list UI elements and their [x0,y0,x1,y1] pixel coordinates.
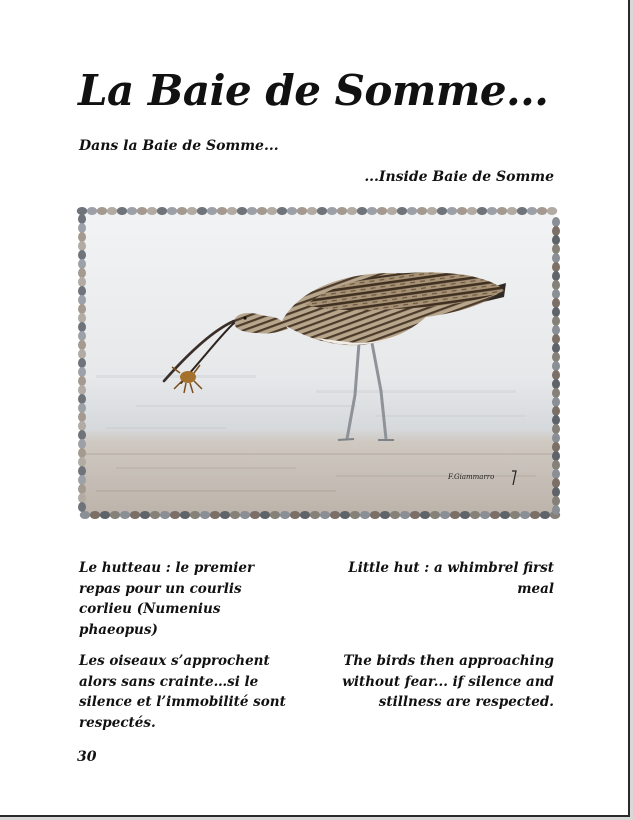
subtitle-english: ...Inside Baie de Somme [364,169,554,185]
pebble [552,217,560,227]
pebble [120,511,130,519]
pebble [440,511,450,519]
pebble [217,207,227,215]
pebble [247,207,257,215]
pebble [507,207,517,215]
pebble [552,388,560,398]
pebble [78,448,86,458]
pebble [552,235,560,245]
pebble [552,343,560,353]
pebble [490,511,500,519]
pebble [78,304,86,314]
pebble [552,379,560,389]
pebble [197,207,207,215]
caption-english-1: Little hut : a whimbrel first meal [348,560,554,597]
pebble [187,207,197,215]
pebble [417,207,427,215]
pebble [367,207,377,215]
pebble [78,241,86,251]
pebble [78,493,86,503]
pebble [78,322,86,332]
pebble [340,511,350,519]
pebble [552,253,560,263]
pebble [87,207,97,215]
subtitle-french: Dans la Baie de Somme... [79,138,279,154]
pebble [437,207,447,215]
pebble [157,207,167,215]
pebble [78,286,86,296]
pebble [78,358,86,368]
pebble [78,430,86,440]
pebble [207,207,217,215]
pebble [410,511,420,519]
caption-english-2: The birds then approaching without fear... if silence and stillness are respected. [342,653,554,710]
pebble [230,511,240,519]
pebble [552,442,560,452]
pebble [78,484,86,494]
photo-svg [76,205,562,521]
pebble [552,325,560,335]
pebble [552,451,560,461]
pebble [78,412,86,422]
pebble [360,511,370,519]
pebble [460,511,470,519]
pebble [327,207,337,215]
pebble [450,511,460,519]
pebble [397,207,407,215]
pebble [180,511,190,519]
pebble [150,511,160,519]
pebble [78,394,86,404]
pebble [78,232,86,242]
pebble [537,207,547,215]
pebble [552,505,560,515]
caption-french-1: Le hutteau : le premier repas pour un courlis corlieu (Numenius phaeopus) [79,560,255,638]
pebble [547,207,557,215]
pebble [78,295,86,305]
pebble [552,226,560,236]
pebble [552,370,560,380]
pebble [320,511,330,519]
pebble [310,511,320,519]
pebble [177,207,187,215]
pebble [90,511,100,519]
pebble [78,475,86,485]
pebble [78,439,86,449]
pebble [97,207,107,215]
pebble [347,207,357,215]
pebble [552,352,560,362]
pebble [552,280,560,290]
pebble [140,511,150,519]
pebble [277,207,287,215]
pebble [552,397,560,407]
pebble [337,207,347,215]
pebble [390,511,400,519]
pebble [480,511,490,519]
pebble [447,207,457,215]
pebble [552,298,560,308]
pebble [407,207,417,215]
pebble [380,511,390,519]
pebble [290,511,300,519]
pebble [190,511,200,519]
pebble [517,207,527,215]
pebble [487,207,497,215]
pebble [467,207,477,215]
pebble [357,207,367,215]
photographer-signature: F.Giammarro [448,473,495,481]
pebble [167,207,177,215]
pebble [552,271,560,281]
pebble [117,207,127,215]
pebble [170,511,180,519]
pebble [280,511,290,519]
pebble [300,511,310,519]
pebble [552,262,560,272]
pebble [78,331,86,341]
pebble [78,502,86,512]
pebble [552,433,560,443]
pebble [78,367,86,377]
pebble [317,207,327,215]
pebble [240,511,250,519]
pebble [107,207,117,215]
pebble [77,207,87,215]
pebble [137,207,147,215]
pebble [78,421,86,431]
pebble [552,415,560,425]
pebble [552,244,560,254]
pebble [78,403,86,413]
pebble [78,250,86,260]
pebble [470,511,480,519]
pebble [510,511,520,519]
pebble [552,361,560,371]
pebble [78,466,86,476]
pebble [552,316,560,326]
pebble [237,207,247,215]
pebble [477,207,487,215]
page-title: La Baie de Somme... [78,66,549,115]
pebble [552,496,560,506]
pebble [80,511,90,519]
pebble [552,424,560,434]
pebble [78,313,86,323]
pebble [530,511,540,519]
pebble [350,511,360,519]
pebble [78,259,86,269]
pebble [260,511,270,519]
pebble [552,469,560,479]
pebble [330,511,340,519]
pebble [520,511,530,519]
pebble [497,207,507,215]
pebble [110,511,120,519]
pebble [220,511,230,519]
pebble [552,307,560,317]
pebble [457,207,467,215]
pebble [200,511,210,519]
pebble [78,340,86,350]
pebble [267,207,277,215]
pebble [297,207,307,215]
pebble [540,511,550,519]
pebble [78,349,86,359]
pebble [552,289,560,299]
pebble [78,214,86,224]
pebble [430,511,440,519]
pebble [500,511,510,519]
pebble [78,457,86,467]
pebble [78,268,86,278]
pebble [78,385,86,395]
pebble [427,207,437,215]
pebble [552,460,560,470]
pebble [552,406,560,416]
pebble [257,207,267,215]
curlew-photo [76,205,562,521]
pebble [78,376,86,386]
pebble [210,511,220,519]
pebble [250,511,260,519]
pebble [127,207,137,215]
pebble [78,223,86,233]
page-number: 30 [77,749,97,765]
pebble [160,511,170,519]
pebble [287,207,297,215]
pebble [377,207,387,215]
pebble [420,511,430,519]
pebble [370,511,380,519]
pebble [552,487,560,497]
pebble [227,207,237,215]
pebble [270,511,280,519]
pebble [78,277,86,287]
pebble [527,207,537,215]
pebble [387,207,397,215]
pebble [130,511,140,519]
pebble [552,334,560,344]
caption-french-2: Les oiseaux s’approchent alors sans crainte…si le silence et l’immobilité sont respectés. [79,653,286,731]
pebble [307,207,317,215]
pebble [100,511,110,519]
pebble [400,511,410,519]
pebble [552,478,560,488]
pebble [147,207,157,215]
